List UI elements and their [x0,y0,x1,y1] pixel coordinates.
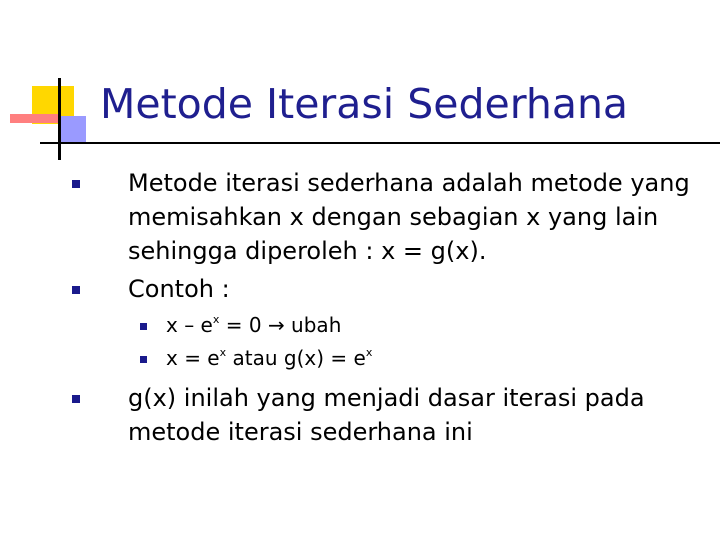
sub-2-exponent: x [219,346,227,359]
bullet-marker [72,180,80,188]
bullet-2-line-1: Contoh : [128,275,230,303]
sub-bullet-marker [140,356,147,363]
bullet-1-line-1: Metode iterasi sederhana adalah metode yang [128,169,690,197]
bullet-1-line-2: memisahkan x dengan sebagian x yang lain [128,203,659,231]
sub-1-rhs: ubah [284,313,342,337]
bullet-3-line-2: metode iterasi sederhana ini [128,418,473,446]
deco-blue-square [58,116,86,142]
sub-2-mid: atau g(x) = e [226,346,366,370]
deco-yellow-square [32,86,74,124]
bullet-marker [72,395,80,403]
sub-bullet-1 [166,312,341,338]
bullet-marker [72,286,80,294]
sub-2-lhs: x = e [166,346,220,370]
sub-bullet-2 [166,345,372,371]
slide-title: Metode Iterasi Sederhana [100,80,629,128]
right-arrow-icon: → [267,313,285,337]
sub-1-exponent: x [212,313,220,326]
bullet-1-line-3: sehingga diperoleh : x = g(x). [128,237,487,265]
deco-pink-bar [10,114,58,123]
bullet-3-line-1: g(x) inilah yang menjadi dasar iterasi pada [128,384,645,412]
sub-bullet-marker [140,323,147,330]
deco-vertical-line [58,78,61,160]
deco-horizontal-line [40,142,720,144]
sub-1-lhs: x – e [166,313,213,337]
sub-2-exponent-2: x [365,346,373,359]
sub-1-mid: = 0 [219,313,268,337]
